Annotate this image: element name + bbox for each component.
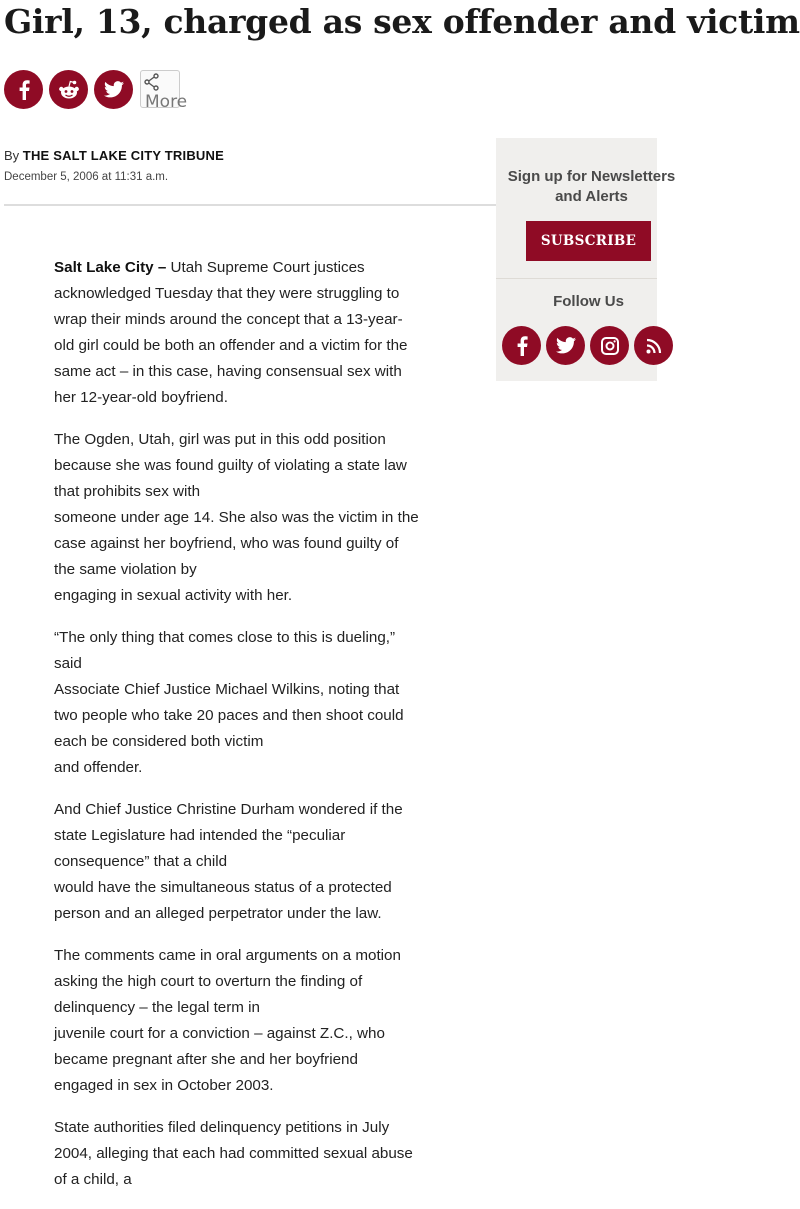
share-twitter-button[interactable] [94,70,133,109]
article-paragraph-3 [54,625,446,781]
social-follow-bar [502,326,673,365]
article-line: engaging in sexual activity with her. [54,587,293,604]
article-line: “The only thing that comes close to this is dueling,” [54,629,396,646]
article-body [54,255,446,1209]
follow-rss-button[interactable] [634,326,673,365]
article-paragraph-6 [54,1115,446,1193]
twitter-icon [104,81,124,98]
article-line: the same violation by [54,561,197,578]
facebook-icon [17,80,31,100]
share-reddit-button[interactable] [49,70,88,109]
article-paragraph-4 [54,797,446,927]
article-line: her 12-year-old boyfriend. [54,389,228,406]
article-line: someone under age 14. She also was the victim in the [54,509,419,526]
facebook-icon [515,336,529,356]
article-line: that prohibits sex with [54,483,201,500]
instagram-icon [601,337,619,355]
article-dateline-location: Salt Lake City – [54,259,167,276]
article-line: of a child, a [54,1171,132,1188]
article-line: The Ogden, Utah, girl was put in this odd position [54,431,386,448]
article-line: Associate Chief Justice Michael Wilkins, noting that [54,681,400,698]
article-paragraph-1 [54,255,446,411]
follow-twitter-button[interactable] [546,326,585,365]
article-line: The comments came in oral arguments on a motion [54,947,401,964]
article-line: asking the high court to overturn the finding of [54,973,363,990]
newsletter-signup-heading [499,167,684,207]
article-paragraph-2 [54,427,446,609]
byline-prefix: By [4,148,20,163]
share-facebook-button[interactable] [4,70,43,109]
byline-author[interactable]: THE SALT LAKE CITY TRIBUNE [22,148,224,163]
subscribe-button[interactable]: SUBSCRIBE [526,221,651,261]
article-line: wrap their minds around the concept that a 13-year- [54,311,403,328]
article-line: case against her boyfriend, who was found guilty of [54,535,399,552]
article-line: 2004, alleging that each had committed sexual abuse [54,1145,413,1162]
article-line: engaged in sex in October 2003. [54,1077,274,1094]
article-line: acknowledged Tuesday that they were struggling to [54,285,400,302]
article-line: each be considered both victim [54,733,264,750]
article-line: State authorities filed delinquency petitions in July [54,1119,390,1136]
sidebar-divider [496,278,657,279]
article-line: person and an alleged perpetrator under the law. [54,905,382,922]
article-line: said [54,655,82,672]
article-paragraph-5 [54,943,446,1099]
article-headline: Girl, 13, charged as sex offender and victim [4,2,800,41]
article-line: because she was found guilty of violating a state law [54,457,407,474]
article-line: state Legislature had intended the “peculiar [54,827,346,844]
article-line: and offender. [54,759,143,776]
rss-icon [646,338,662,354]
article-line: And Chief Justice Christine Durham wondered if the [54,801,403,818]
newsletter-signup-line1: Sign up for Newsletters [507,168,676,185]
publish-date: December 5, 2006 at 11:31 a.m. [4,171,169,183]
twitter-icon [556,337,576,354]
article-line: became pregnant after she and her boyfriend [54,1051,358,1068]
article-line: old girl could be both an offender and a victim for the [54,337,408,354]
article-line: Utah Supreme Court justices [166,259,365,276]
follow-us-heading: Follow Us [553,293,624,310]
share-bar [4,70,188,112]
article-line: would have the simultaneous status of a protected [54,879,392,896]
follow-facebook-button[interactable] [502,326,541,365]
newsletter-sidebar [496,138,676,381]
newsletter-signup-line2: and Alerts [555,188,628,205]
share-icon [144,73,160,91]
share-more-label: More [145,91,188,112]
reddit-icon [57,80,81,100]
article-line: delinquency – the legal term in [54,999,261,1016]
article-line: two people who take 20 paces and then shoot could [54,707,404,724]
share-more-button[interactable] [140,70,188,112]
article-line: consequence” that a child [54,853,228,870]
byline [4,147,224,165]
follow-instagram-button[interactable] [590,326,629,365]
article-line: same act – in this case, having consensual sex with [54,363,402,380]
article-line: juvenile court for a conviction – against Z.C., who [54,1025,385,1042]
byline-divider [4,204,496,206]
